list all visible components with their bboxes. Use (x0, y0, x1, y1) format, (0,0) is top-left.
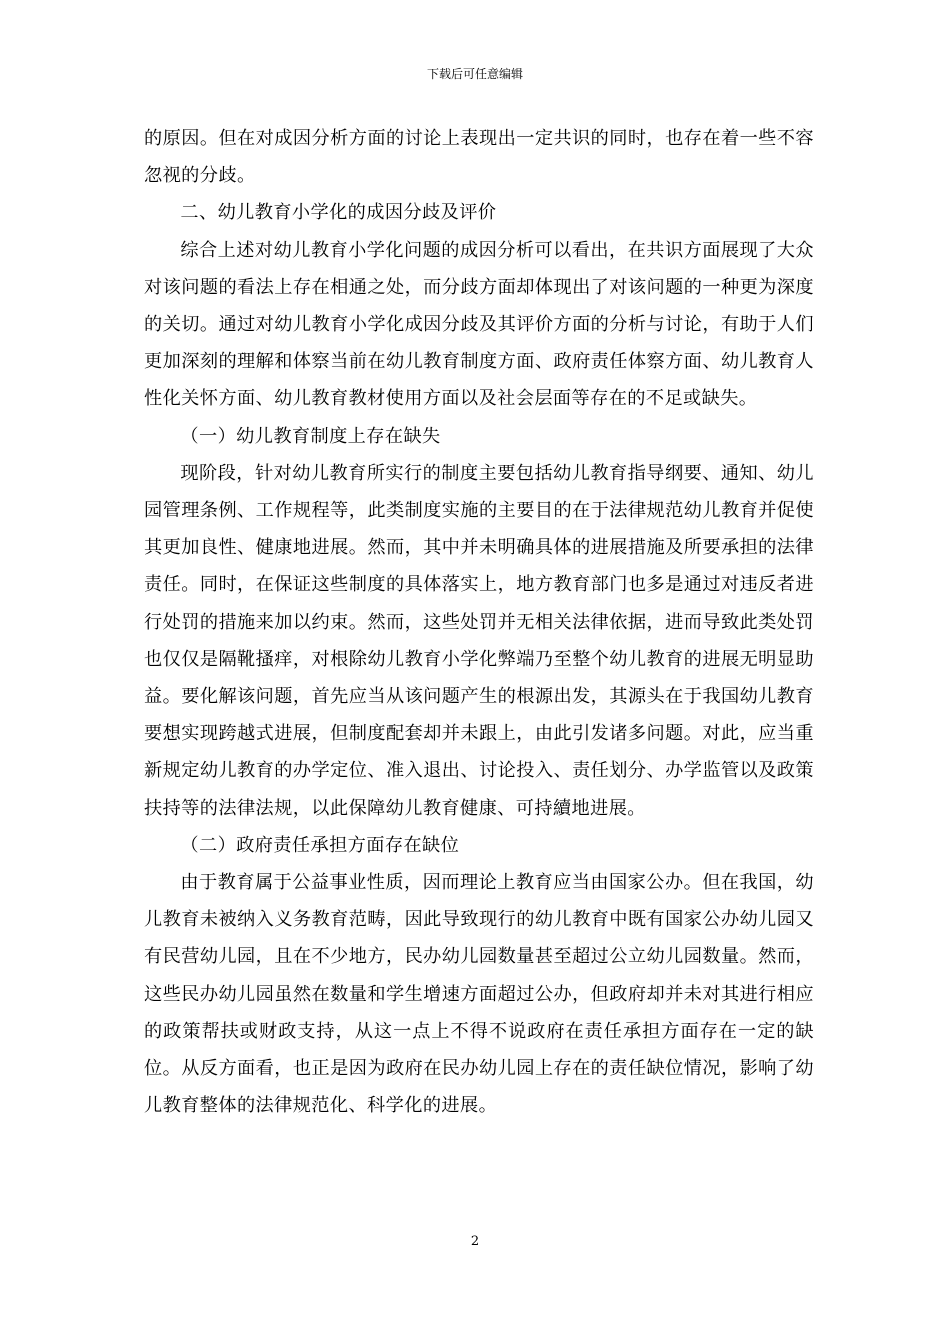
subsection-heading: （二）政府责任承担方面存在缺位 (180, 834, 460, 856)
body-paragraph: 的原因。但在对成因分析方面的讨论上表现出一定共识的同时，也存在着一些不容忽视的分歧。 (144, 128, 814, 187)
body-paragraph: 综合上述对幼儿教育小学化问题的成因分析可以看出，在共识方面展现了大众对该问题的看法上存在相通之处，而分歧方面却体现出了对该问题的一种更为深度的关切。通过对幼儿教育小学化成因分歧及其评价方面的分析与讨论，有助于人们更加深刻的理解和体察当前在幼儿教育制度方面、政府责任体察方面、幼儿教育人性化关怀方面、幼儿教育教材使用方面以及社会层面等存在的不足或缺失。 (144, 239, 814, 410)
page-header: 下载后可任意编辑 (426, 67, 523, 81)
body-paragraph: 现阶段，针对幼儿教育所实行的制度主要包括幼儿教育指导纲要、通知、幼儿园管理条例、工作规程等，此类制度实施的主要目的在于法律规范幼儿教育并促使其更加良性、健康地进展。然而，其中并未明确具体的进展措施及所要承担的法律责任。同时，在保证这些制度的具体落实上，地方教育部门也多是通过对违反者进行处罚的措施来加以约束。然而，这些处罚并无相关法律依据，进而导致此类处罚也仅仅是隔靴搔痒，对根除幼儿教育小学化弊端乃至整个幼儿教育的进展无明显助益。要化解该问题，首先应当从该问题产生的根源出发，其源头在于我国幼儿教育要想实现跨越式进展，但制度配套却并未跟上，由此引发诸多问题。对此，应当重新规定幼儿教育的办学定位、准入退出、讨论投入、责任划分、办学监管以及政策扶持等的法律法规，以此保障幼儿教育健康、可持續地进展。 (144, 462, 814, 819)
page-number: 2 (470, 1234, 480, 1249)
section-heading: 二、幼儿教育小学化的成因分歧及评价 (180, 202, 497, 224)
body-paragraph: 由于教育属于公益事业性质，因而理论上教育应当由国家公办。但在我国，幼儿教育未被纳入义务教育范畴，因此导致现行的幼儿教育中既有国家公办幼儿园又有民营幼儿园，且在不少地方，民办幼儿园数量甚至超过公立幼儿园数量。然而，这些民办幼儿园虽然在数量和学生增速方面超过公办，但政府却并未对其进行相应的政策帮扶或财政支持，从这一点上不得不说政府在责任承担方面存在一定的缺位。从反方面看，也正是因为政府在民办幼儿园上存在的责任缺位情况，影响了幼儿教育整体的法律规范化、科学化的进展。 (144, 872, 814, 1117)
subsection-heading: （一）幼儿教育制度上存在缺失 (180, 425, 441, 447)
document-body (144, 120, 814, 1124)
